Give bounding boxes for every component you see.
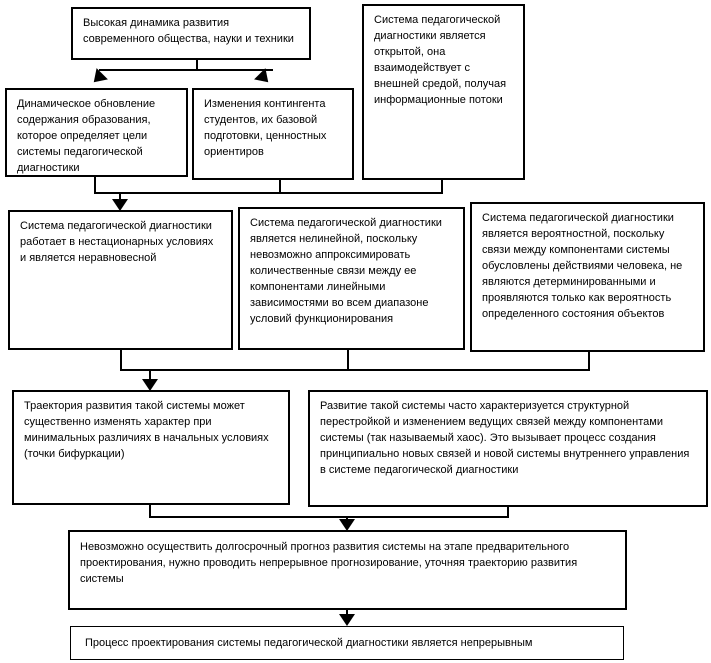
box-nonstationary: Система педагогической диагностики работает в нестационарных условиях и является неравновесной bbox=[8, 210, 233, 350]
arrowhead-to-student-changes bbox=[254, 68, 274, 88]
box-trajectory: Траектория развития такой системы может существенно изменять характер при минимальных различиях в начальных условиях (точки бифуркации) bbox=[12, 390, 290, 505]
box-no-longterm-forecast: Невозможно осуществить долгосрочный прогноз развития системы на этапе предварительного проектирования, нужно проводить непрерывное прогнозирование, уточняя траекторию развития системы bbox=[68, 530, 627, 610]
connector-stem-nonstationary bbox=[120, 350, 122, 371]
connector-bus-3 bbox=[149, 516, 509, 518]
connector-bus-2 bbox=[120, 369, 590, 371]
arrowhead-to-continuous bbox=[339, 614, 355, 626]
box-content-update: Динамическое обновление содержания образования, которое определяет цели системы педагогической диагностики bbox=[5, 88, 188, 177]
connector-top-split bbox=[99, 69, 273, 71]
box-restructuring: Развитие такой системы часто характеризуется структурной перестройкой и изменением ведущих связей между компонентами системы (так называемый хаос). Это вызывает процесс создания принципиально новых связей и новой системы внутреннего управления в системе педагогической диагностики bbox=[308, 390, 708, 507]
box-high-dynamics: Высокая динамика развития современного общества, науки и техники bbox=[71, 7, 311, 60]
box-open-system: Система педагогической диагностики является открытой, она взаимодействует с внешней средой, получая информационные потоки bbox=[362, 4, 525, 180]
box-nonlinear: Система педагогической диагностики является нелинейной, поскольку невозможно аппроксимировать количественные связи между ее компонентами линейными зависимостями во всем диапазоне условий функционирования bbox=[238, 207, 465, 350]
box-probabilistic: Система педагогической диагностики является вероятностной, поскольку связи между компонентами системы обусловлены действиями человека, не являются детерминированными и проявляются только как вероятность определенного состояния объектов bbox=[470, 202, 705, 352]
box-student-changes: Изменения контингента студентов, их базовой подготовки, ценностных ориентиров bbox=[192, 88, 354, 180]
connector-bus-1 bbox=[94, 192, 443, 194]
connector-stem-nonlinear bbox=[347, 350, 349, 371]
box-continuous-process: Процесс проектирования системы педагогической диагностики является непрерывным bbox=[70, 626, 624, 660]
arrowhead-to-content-update bbox=[88, 68, 108, 88]
